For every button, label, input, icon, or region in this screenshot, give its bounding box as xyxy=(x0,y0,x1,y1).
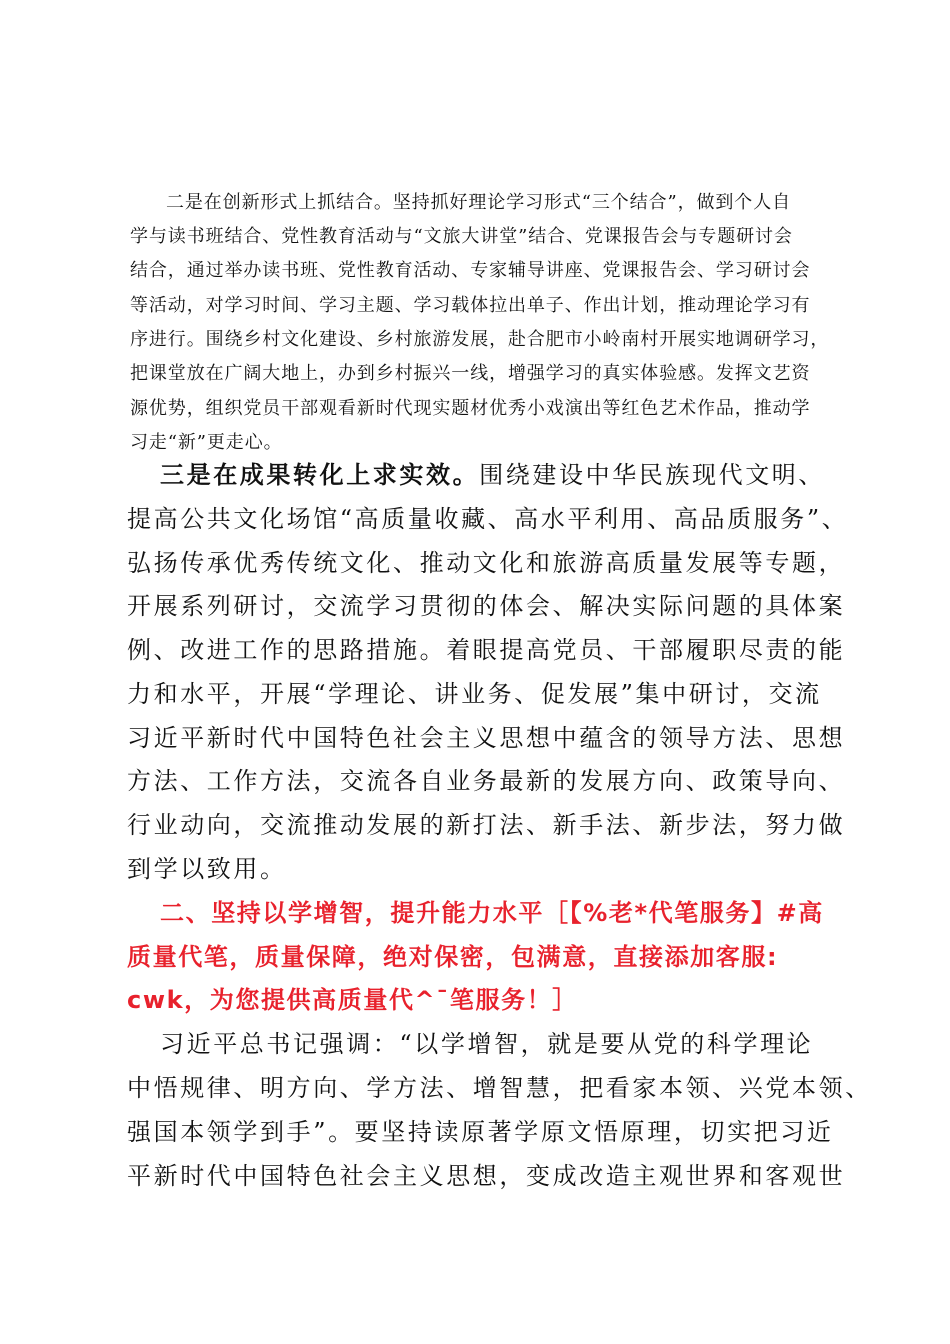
paragraph-lead-bold: 三是在成果转化上求实效。 xyxy=(160,460,480,489)
text-line: 平新时代中国特色社会主义思想，变成改造主观世界和客观世 xyxy=(127,1162,846,1190)
text-line: 把课堂放在广阔大地上，办到乡村振兴一线，增强学习的真实体验感。发挥文艺资 xyxy=(130,363,811,384)
heading-line: 质量代笔，质量保障，绝对保密，包满意，直接添加客服: xyxy=(127,943,779,971)
text-line: 力和水平，开展“学理论、讲业务、促发展”集中研讨，交流 xyxy=(127,680,822,708)
text-line: 到学以致用。 xyxy=(127,855,287,883)
text-line: 源优势，组织党员干部观看新时代现实题材优秀小戏演出等红色艺术作品，推动学 xyxy=(130,398,811,419)
text-line: 行业动向，交流推动发展的新打法、新手法、新步法，努力做 xyxy=(127,811,846,839)
text-line: 等活动，对学习时间、学习主题、学习载体拉出单子、作出计划，推动理论学习有 xyxy=(130,295,811,316)
text-line: 弘扬传承优秀传统文化、推动文化和旅游高质量发展等专题， xyxy=(127,549,846,577)
heading-line: 二、坚持以学增智，提升能力水平［【%老*代笔服务】#高 xyxy=(160,899,824,927)
text-line: 例、改进工作的思路措施。着眼提高党员、干部履职尽责的能 xyxy=(127,636,846,664)
text-line: 学与读书班结合、党性教育活动与“文旅大讲堂”结合、党课报告会与专题研讨会 xyxy=(130,226,793,247)
heading-line: cwk，为您提供高质量代^¯笔服务！］ xyxy=(127,986,578,1014)
paragraph-lead-rest: 围绕建设中华民族现代文明、 xyxy=(479,461,826,489)
text-line: 中悟规律、明方向、学方法、增智慧，把看家本领、兴党本领、 xyxy=(127,1074,872,1102)
text-line: 序进行。围绕乡村文化建设、乡村旅游发展，赴合肥市小岭南村开展实地调研学习， xyxy=(130,329,830,350)
text-line xyxy=(160,455,825,495)
text-line: 方法、工作方法，交流各自业务最新的发展方向、政策导向、 xyxy=(127,767,846,795)
text-line: 二是在创新形式上抓结合。坚持抓好理论学习形式“三个结合”，做到个人自 xyxy=(166,192,792,213)
text-line: 习走“新”更走心。 xyxy=(130,432,283,453)
text-line: 习近平新时代中国特色社会主义思想中蕴含的领导方法、思想 xyxy=(127,724,846,752)
text-line: 结合，通过举办读书班、党性教育活动、专家辅导讲座、党课报告会、学习研讨会 xyxy=(130,260,811,281)
text-line: 强国本领学到手”。要坚持读原著学原文悟原理，切实把习近 xyxy=(127,1118,834,1146)
text-line: 提高公共文化场馆“高质量收藏、高水平利用、高品质服务”、 xyxy=(127,505,849,533)
text-line: 习近平总书记强调：“以学增智，就是要从党的科学理论 xyxy=(160,1030,814,1058)
text-line: 开展系列研讨，交流学习贯彻的体会、解决实际问题的具体案 xyxy=(127,592,846,620)
